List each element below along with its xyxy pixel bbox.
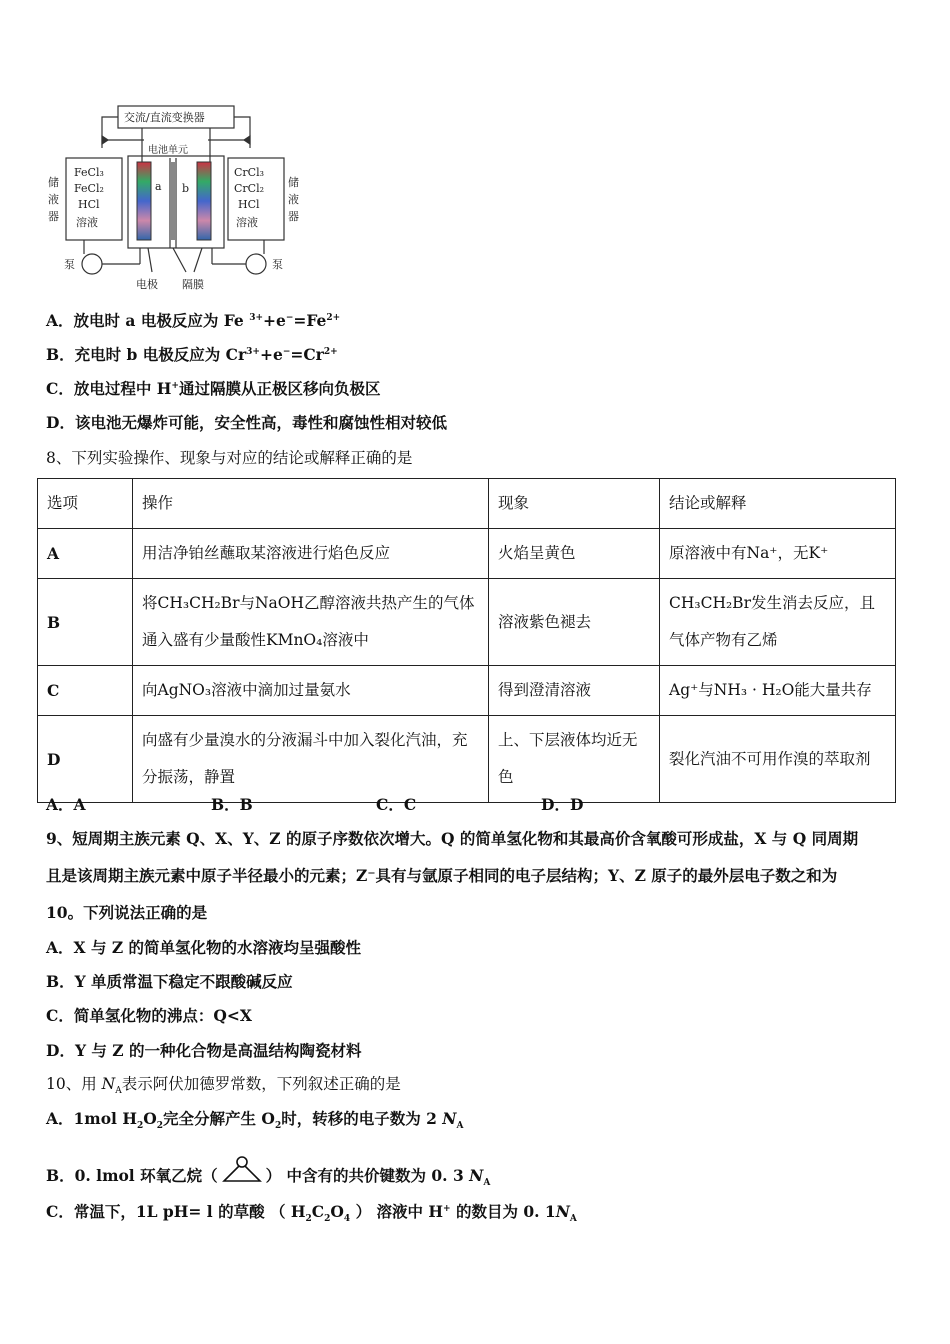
table-row: B 将CH₃CH₂Br与NaOH乙醇溶液共热产生的气体通入盛有少量酸性KMnO₄溶液中 溶液紫色褪去 CH₃CH₂Br发生消去反应，且气体产物有乙烯 <box>38 579 896 666</box>
q9-stem-1: 9、短周期主族元素 Q、X、Y、Z 的原子序数依次增大。Q 的简单氢化物和其最高价含氧酸可形成盐，X 与 Q 同周期 <box>46 829 859 848</box>
svg-text:储: 储 <box>48 176 59 189</box>
svg-text:泵: 泵 <box>64 258 75 271</box>
table-row: C 向AgNO₃溶液中滴加过量氨水 得到澄清溶液 Ag⁺与NH₃ · H₂O能大量共存 <box>38 666 896 716</box>
svg-text:器: 器 <box>48 210 59 223</box>
cell-unit-label: 电池单元 <box>148 145 188 156</box>
epoxide-structure-icon <box>220 1155 264 1185</box>
svg-text:HCl: HCl <box>78 198 100 211</box>
svg-text:电极: 电极 <box>136 278 158 291</box>
q9-stem-2: 且是该周期主族元素中原子半径最小的元素；Z⁻具有与氩原子相同的电子层结构；Y、Z 原子的最外层电子数之和为 <box>46 866 838 885</box>
q9-option-a: A．X 与 Z 的简单氢化物的水溶液均呈强酸性 <box>46 938 362 957</box>
svg-text:隔膜: 隔膜 <box>182 278 204 291</box>
q9-stem-3: 10。下列说法正确的是 <box>46 903 208 922</box>
svg-text:b: b <box>182 182 190 195</box>
svg-text:液: 液 <box>48 193 59 206</box>
svg-text:CrCl₂: CrCl₂ <box>234 182 265 195</box>
q10-option-a: A．1mol $H_2O_2$完全分解产生 $O_2$时，转移的电子数为 2 $N_A$ <box>46 1109 464 1132</box>
converter-label: 交流/直流变换器 <box>124 111 205 124</box>
q7-option-a: A．放电时 a 电极反应为 Fe $^{3+}+e^-=Fe^{2+}$ <box>46 311 341 330</box>
q7-option-d: D．该电池无爆炸可能，安全性高，毒性和腐蚀性相对较低 <box>46 413 447 432</box>
q10-stem: 10、用 $N_A$表示阿伏加德罗常数，下列叙述正确的是 <box>46 1075 401 1097</box>
svg-text:液: 液 <box>288 193 299 206</box>
q9-option-b: B．Y 单质常温下稳定不跟酸碱反应 <box>46 972 293 991</box>
svg-text:CrCl₃: CrCl₃ <box>234 166 265 179</box>
svg-text:储: 储 <box>288 176 299 189</box>
svg-text:FeCl₃: FeCl₃ <box>74 166 104 179</box>
flow-battery-diagram <box>44 100 314 296</box>
svg-text:溶液: 溶液 <box>236 216 258 229</box>
q10-option-c: C．常温下，1L pH= l 的草酸 （ $H_2C_2O_4$ ） 溶液中 H+ 的数目为 0. $1N_A$ <box>46 1202 577 1225</box>
q8-table <box>37 478 896 803</box>
svg-text:器: 器 <box>288 210 299 223</box>
table-header-row: 选项 操作 现象 结论或解释 <box>38 479 896 529</box>
svg-text:FeCl₂: FeCl₂ <box>74 182 104 195</box>
svg-text:溶液: 溶液 <box>76 216 98 229</box>
q8-answers: A．A B．B C．C D．D <box>46 795 584 814</box>
q9-option-c: C．简单氢化物的沸点：Q<X <box>46 1006 252 1025</box>
svg-text:泵: 泵 <box>272 258 283 271</box>
table-row: D 向盛有少量溴水的分液漏斗中加入裂化汽油，充分振荡，静置 上、下层液体均近无色 裂化汽油不可用作溴的萃取剂 <box>38 716 896 803</box>
table-row: A 用洁净铂丝蘸取某溶液进行焰色反应 火焰呈黄色 原溶液中有Na⁺，无K⁺ <box>38 529 896 579</box>
q9-option-d: D．Y 与 Z 的一种化合物是高温结构陶瓷材料 <box>46 1041 362 1060</box>
q10-option-b: B．0. lmol 环氧乙烷（ ） 中含有的共价键数为 0. 3 $N_A$ <box>46 1155 490 1187</box>
svg-text:a: a <box>155 180 162 193</box>
q7-option-b: B．充电时 b 电极反应为 $Cr^{3+}+e^-=Cr^{2+}$ <box>46 345 338 364</box>
q8-stem: 8、下列实验操作、现象与对应的结论或解释正确的是 <box>46 449 413 467</box>
q7-option-c: C．放电过程中 H+通过隔膜从正极区移向负极区 <box>46 379 381 398</box>
svg-text:HCl: HCl <box>238 198 260 211</box>
